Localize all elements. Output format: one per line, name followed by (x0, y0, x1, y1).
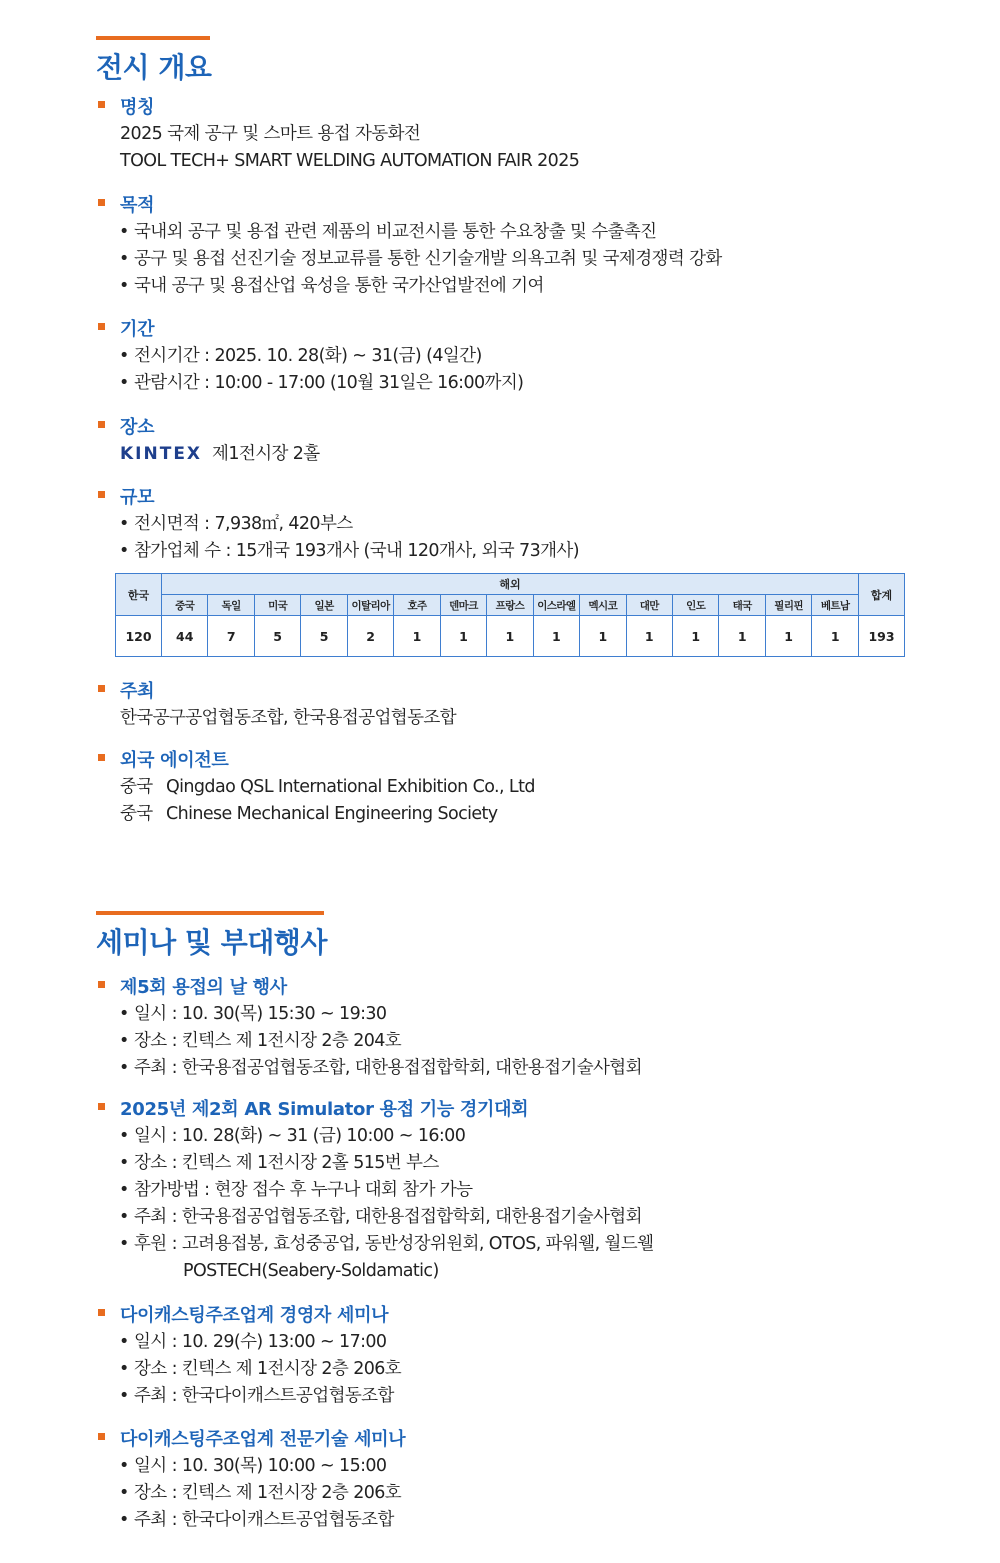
continuation-line: POSTECH(Seabery-Soldamatic) (183, 1261, 439, 1281)
bullet-line: • 참가방법 : 현장 접수 후 누구나 대회 참가 가능 (96, 1177, 976, 1204)
country-header-cell: 멕시코 (580, 595, 626, 616)
bullet-line: • 장소 : 킨텍스 제 1전시장 2층 204호 (96, 1028, 976, 1055)
bullet-line: • 일시 : 10. 29(수) 13:00 ~ 17:00 (96, 1329, 976, 1356)
country-value-cell: 1 (719, 616, 765, 657)
country-header-cell: 호주 (394, 595, 440, 616)
square-bullet-icon (98, 491, 105, 498)
korea-value-cell: 120 (116, 616, 162, 657)
country-value-cell: 1 (765, 616, 811, 657)
country-header-cell: 미국 (254, 595, 300, 616)
kintex-logo: KINTEX (120, 444, 203, 464)
square-bullet-icon (98, 1103, 105, 1110)
item-host (96, 677, 976, 732)
country-value-cell: 1 (440, 616, 486, 657)
item-header (96, 677, 976, 705)
country-header-cell: 필리핀 (765, 595, 811, 616)
country-value-cell: 2 (347, 616, 393, 657)
overseas-header-cell: 해외 (162, 574, 859, 595)
bullet-line: • 주최 : 한국다이캐스트공업협동조합 (96, 1507, 976, 1534)
item-purpose (96, 191, 976, 300)
bullet-line: • 일시 : 10. 30(목) 10:00 ~ 15:00 (96, 1453, 976, 1480)
section-title: 세미나 및 부대행사 (96, 926, 327, 959)
bullet-line: • 장소 : 킨텍스 제 1전시장 2층 206호 (96, 1480, 976, 1507)
bullet-line: • 장소 : 킨텍스 제 1전시장 2층 206호 (96, 1356, 976, 1383)
item-header (96, 746, 976, 774)
text-line: 한국공구공업협동조합, 한국용접공업협동조합 (120, 708, 457, 728)
item-header (96, 93, 976, 121)
country-value-cell: 7 (208, 616, 254, 657)
section-events-header (96, 911, 327, 961)
bullet-line: • 참가업체 수 : 15개국 193개사 (국내 120개사, 외국 73개사) (96, 538, 976, 565)
square-bullet-icon (98, 1433, 105, 1440)
country-value-cell: 1 (533, 616, 579, 657)
country-value-cell: 1 (626, 616, 672, 657)
item-title: 기간 (120, 319, 155, 340)
item-name (96, 93, 976, 175)
agent-line (96, 801, 976, 828)
bullet-line: • 전시면적 : 7,938㎡, 420부스 (96, 511, 976, 538)
square-bullet-icon (98, 754, 105, 761)
country-value-cell: 1 (672, 616, 718, 657)
section-overview-header (96, 36, 211, 86)
section-accent-bar (96, 911, 324, 915)
country-value-cell: 44 (162, 616, 208, 657)
korea-header-cell: 한국 (116, 574, 162, 616)
event-item (96, 1425, 976, 1534)
venue-hall: 제1전시장 2홀 (212, 444, 320, 464)
bullet-line: • 전시기간 : 2025. 10. 28(화) ~ 31(금) (4일간) (96, 343, 976, 370)
item-header (96, 413, 976, 441)
bullet-line: • 장소 : 킨텍스 제 1전시장 2홀 515번 부스 (96, 1150, 976, 1177)
square-bullet-icon (98, 981, 105, 988)
section-accent-bar (96, 36, 210, 40)
item-title: 명칭 (120, 97, 155, 118)
country-header-cell: 이탈리아 (347, 595, 393, 616)
item-title: 외국 에이전트 (120, 750, 229, 771)
item-header (96, 315, 976, 343)
country-header-cell: 인도 (672, 595, 718, 616)
bullet-line: • 일시 : 10. 30(목) 15:30 ~ 19:30 (96, 1001, 976, 1028)
item-scale (96, 483, 976, 565)
square-bullet-icon (98, 421, 105, 428)
country-value-cell: 1 (487, 616, 533, 657)
exhibitor-count-table (115, 573, 905, 657)
bullet-line: • 관람시간 : 10:00 - 17:00 (10월 31일은 16:00까지) (96, 370, 976, 397)
item-header (96, 973, 976, 1001)
event-item (96, 1301, 976, 1410)
square-bullet-icon (98, 1309, 105, 1316)
country-value-cell: 5 (254, 616, 300, 657)
country-header-cell: 독일 (208, 595, 254, 616)
item-venue (96, 413, 976, 468)
country-header-cell: 대만 (626, 595, 672, 616)
bullet-line: • 일시 : 10. 28(화) ~ 31 (금) 10:00 ~ 16:00 (96, 1123, 976, 1150)
agent-country: 중국 (120, 804, 153, 824)
country-header-cell: 중국 (162, 595, 208, 616)
square-bullet-icon (98, 323, 105, 330)
table-header-row (116, 574, 905, 595)
item-title: 2025년 제2회 AR Simulator 용접 기능 경기대회 (120, 1099, 529, 1120)
bullet-line: • 후원 : 고려용접봉, 효성중공업, 동반성장위원회, OTOS, 파워웰, 월드웰 (96, 1231, 976, 1258)
country-header-cell: 태국 (719, 595, 765, 616)
item-agents (96, 746, 976, 828)
square-bullet-icon (98, 685, 105, 692)
country-value-cell: 1 (812, 616, 859, 657)
total-value-cell: 193 (859, 616, 905, 657)
table-value-row (116, 616, 905, 657)
square-bullet-icon (98, 101, 105, 108)
text-line: TOOL TECH+ SMART WELDING AUTOMATION FAIR 2025 (120, 151, 580, 171)
bullet-line: • 국내외 공구 및 용접 관련 제품의 비교전시를 통한 수요창출 및 수출촉진 (96, 219, 976, 246)
total-header-cell: 합계 (859, 574, 905, 616)
country-header-cell: 일본 (301, 595, 347, 616)
item-header (96, 191, 976, 219)
item-title: 제5회 용접의 날 행사 (120, 977, 287, 998)
item-header (96, 1301, 976, 1329)
item-title: 다이캐스팅주조업계 전문기술 세미나 (120, 1429, 406, 1450)
country-value-cell: 1 (580, 616, 626, 657)
item-title: 장소 (120, 417, 155, 438)
country-header-cell: 덴마크 (440, 595, 486, 616)
section-title: 전시 개요 (96, 51, 212, 84)
bullet-line: • 주최 : 한국용접공업협동조합, 대한용접접합학회, 대한용접기술사협회 (96, 1204, 976, 1231)
item-title: 규모 (120, 487, 155, 508)
country-header-row (116, 595, 905, 616)
agent-line (96, 774, 976, 801)
country-value-cell: 1 (394, 616, 440, 657)
item-header (96, 1425, 976, 1453)
agent-name: Qingdao QSL International Exhibition Co., Ltd (166, 777, 535, 797)
agent-name: Chinese Mechanical Engineering Society (166, 804, 498, 824)
country-header-cell: 프랑스 (487, 595, 533, 616)
item-period (96, 315, 976, 397)
item-title: 목적 (120, 195, 155, 216)
agent-country: 중국 (120, 777, 153, 797)
bullet-line: • 주최 : 한국용접공업협동조합, 대한용접접합학회, 대한용접기술사협회 (96, 1055, 976, 1082)
event-item (96, 973, 976, 1082)
item-title: 다이캐스팅주조업계 경영자 세미나 (120, 1305, 389, 1326)
event-item (96, 1095, 976, 1285)
item-header (96, 483, 976, 511)
bullet-line: • 주최 : 한국다이캐스트공업협동조합 (96, 1383, 976, 1410)
bullet-line: • 공구 및 용접 선진기술 정보교류를 통한 신기술개발 의욕고취 및 국제경쟁력 강화 (96, 246, 976, 273)
country-header-cell: 베트남 (812, 595, 859, 616)
square-bullet-icon (98, 199, 105, 206)
item-title: 주최 (120, 681, 155, 702)
item-header (96, 1095, 976, 1123)
country-value-cell: 5 (301, 616, 347, 657)
country-header-cell: 이스라엘 (533, 595, 579, 616)
text-line: 2025 국제 공구 및 스마트 용접 자동화전 (120, 124, 421, 144)
venue-line (96, 441, 976, 468)
bullet-line: • 국내 공구 및 용접산업 육성을 통한 국가산업발전에 기여 (96, 273, 976, 300)
